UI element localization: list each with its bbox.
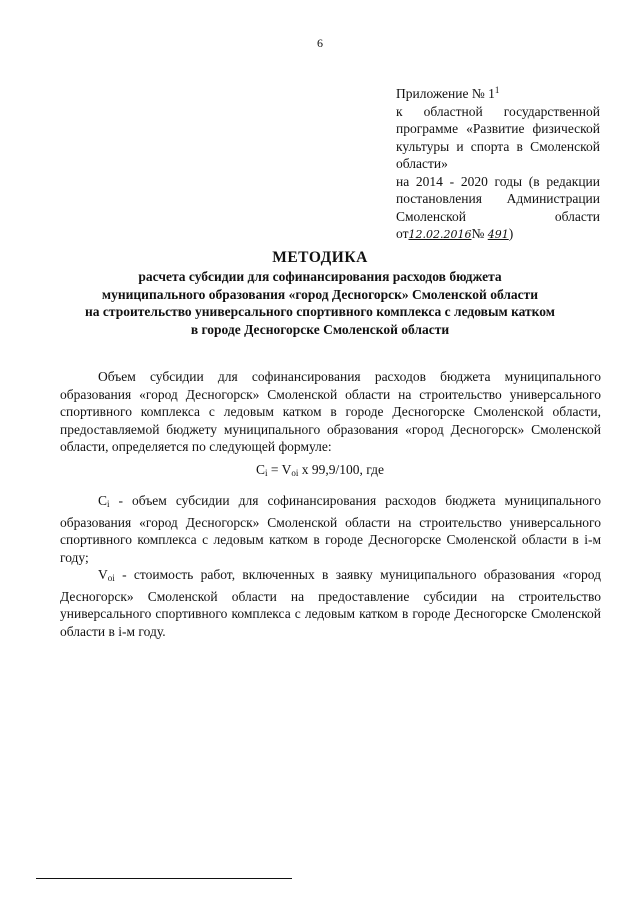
document-subtitle-line-2: муниципального образования «город Десногорск» Смоленской области [101,286,539,302]
document-subtitle-line-1: расчета субсидии для софинансирования расходов бюджета [138,269,502,284]
closing-paren: ) [508,226,514,241]
appendix-program-text: к областной государственной программе «Развитие физической культуры и спорта в Смоленской области» [396,103,600,171]
handwritten-number: 491 [487,228,509,241]
page-number: 6 [317,36,323,50]
document-subtitle-line-4: в городе Десногорске Смоленской области [190,321,450,337]
definition-ci: $C_i$ - объем субсидии для софинансирования расходов бюджета муниципального образования «город Десногорск» Смоленской области на строительство универсального спортивного комплекса с ледовым катком в городе Десногорске Смоленской области в i-м году; [60,493,601,565]
document-heading [40,248,600,338]
footnote-separator [36,878,292,879]
intro-paragraph: Объем субсидии для софинансирования расходов бюджета муниципального образования «город Десногорск» Смоленской области на строительство универсального спортивного комплекса с ледовым катком в городе Десногорске Смоленской области, предоставляемой бюджету муниципального образования «город Десногорск» Смоленской области, определяется по следующей формуле: [60,369,601,454]
definition-voi: $V_{oi}$ - стоимость работ, включенных в заявку муниципального образования «город Десногорск» Смоленской области на предоставление субсидии на строительство универсального спортивного комплекса с ледовым катком в городе Десногорске Смоленской области в i-м году. [60,567,601,639]
appendix-edition-text: на 2014 - 2020 годы (в редакции постановления Администрации Смоленской области от12.02.2016№ 491) [396,173,600,241]
document-subtitle-line-3: на строительство универсального спортивного комплекса с ледовым катком [85,304,555,319]
document-title: МЕТОДИКА [272,249,368,266]
appendix-block [396,82,600,244]
appendix-title-superscript: 1 [494,85,500,95]
number-sign: № [471,226,485,241]
handwritten-date: 12.02.2016 [408,228,472,241]
formula: $C_i = V_{oi}$ х 99,9/100, где [255,462,385,478]
definitions [60,492,601,640]
appendix-title: Приложение № $1^1$ [396,85,500,101]
